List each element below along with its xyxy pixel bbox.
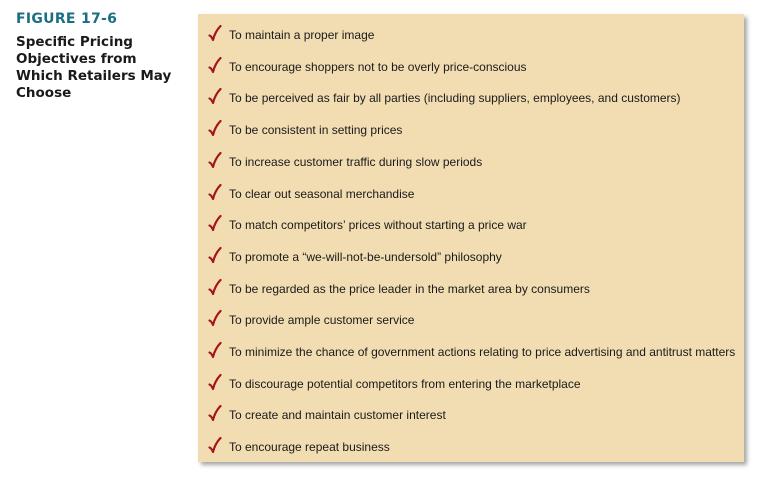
objective-text: To encourage shoppers not to be overly price-conscious — [229, 59, 527, 74]
objective-item — [198, 278, 744, 302]
objective-item — [198, 341, 744, 365]
check-mark-icon — [208, 88, 222, 106]
objective-text: To be regarded as the price leader in the market area by consumers — [229, 281, 590, 296]
check-mark-icon — [208, 310, 222, 328]
check-mark-icon — [208, 342, 222, 360]
check-mark-icon — [208, 437, 222, 455]
figure-title: Specific Pricing Objectives from Which Retailers May Choose — [16, 34, 172, 101]
objective-item — [198, 404, 744, 428]
objective-item — [198, 373, 744, 397]
check-mark-icon — [208, 279, 222, 297]
check-mark-icon — [208, 152, 222, 170]
objective-text: To increase customer traffic during slow periods — [229, 154, 483, 169]
check-mark-icon — [208, 215, 222, 233]
objective-text: To promote a “we-will-not-be-undersold” philosophy — [229, 249, 502, 264]
check-mark-icon — [208, 57, 222, 75]
objective-item — [198, 151, 744, 175]
check-mark-icon — [208, 374, 222, 392]
objective-item — [198, 309, 744, 333]
objective-text: To provide ample customer service — [229, 313, 415, 328]
objective-text: To be consistent in setting prices — [229, 123, 403, 138]
objective-item — [198, 24, 744, 48]
check-mark-icon — [208, 247, 222, 265]
objective-item — [198, 183, 744, 207]
objectives-panel — [198, 14, 744, 462]
objective-text: To clear out seasonal merchandise — [229, 186, 415, 201]
objective-item — [198, 87, 744, 111]
objective-text: To encourage repeat business — [229, 440, 390, 455]
objective-item — [198, 436, 744, 460]
objective-text: To minimize the chance of government actions relating to price advertising and antitrust matters — [229, 345, 736, 359]
check-mark-icon — [208, 184, 222, 202]
figure-label: FIGURE 17-6 — [16, 11, 118, 27]
objective-item — [198, 214, 744, 238]
objective-item — [198, 119, 744, 143]
check-mark-icon — [208, 405, 222, 423]
objective-text: To match competitors’ prices without starting a price war — [229, 218, 527, 233]
objective-item — [198, 56, 744, 80]
objective-text: To discourage potential competitors from entering the marketplace — [229, 376, 581, 391]
objective-item — [198, 246, 744, 270]
check-mark-icon — [208, 25, 222, 43]
objective-text: To maintain a proper image — [229, 28, 375, 42]
objective-text: To be perceived as fair by all parties (including suppliers, employees, and customers) — [229, 91, 681, 106]
objective-text: To create and maintain customer interest — [229, 408, 446, 423]
check-mark-icon — [208, 120, 222, 138]
